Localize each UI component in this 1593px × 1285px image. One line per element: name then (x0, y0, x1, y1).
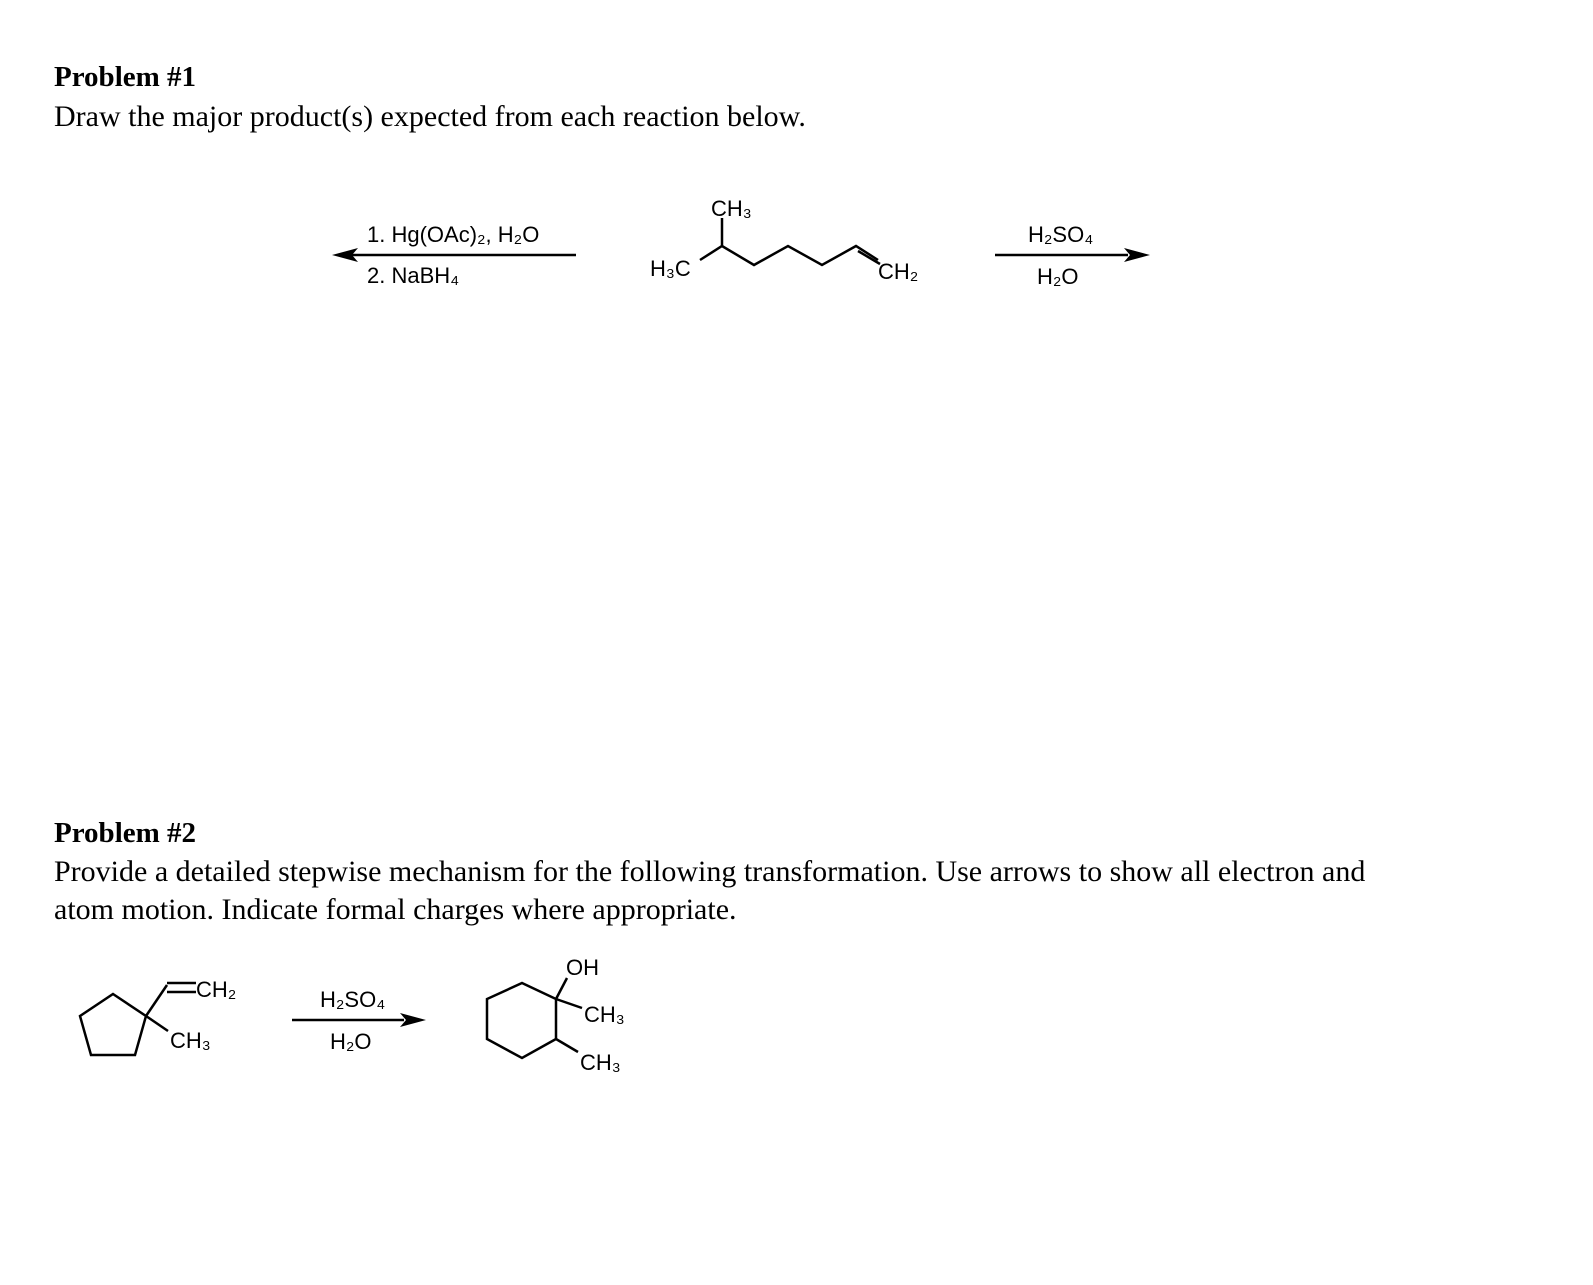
problem1-title: Problem #1 (54, 61, 197, 93)
substrate-left-methyl: H₃C (650, 256, 691, 281)
left-reagent-2: 2. NaBH₄ (367, 263, 460, 288)
product-methyl-2: CH₃ (580, 1050, 621, 1075)
right-reagent-1: H₂SO₄ (1028, 222, 1094, 247)
problem1-instruction: Draw the major product(s) expected from each reaction below. (54, 100, 806, 133)
reactant-vinyl-ch2: CH₂ (196, 977, 237, 1002)
substrate-terminal-ch2: CH₂ (878, 259, 919, 284)
reactant-methyl: CH₃ (170, 1028, 211, 1053)
product-hydroxyl: OH (566, 955, 599, 980)
right-reagent-2: H₂O (1037, 264, 1079, 289)
product-methyl-1: CH₃ (584, 1002, 625, 1027)
problem2-scheme (80, 955, 625, 1075)
problem2-instruction-line2: atom motion. Indicate formal charges where appropriate. (54, 893, 737, 926)
left-reaction-arrow (332, 248, 576, 262)
substrate-top-methyl: CH₃ (711, 196, 752, 221)
problem2-reagent-1: H₂SO₄ (320, 987, 386, 1012)
left-reagent-1: 1. Hg(OAc)₂, H₂O (367, 222, 540, 247)
problem1-scheme (332, 196, 1150, 289)
reactant-cyclopentane (80, 977, 236, 1055)
product-cyclohexanol (487, 955, 625, 1075)
right-reaction-arrow (995, 248, 1150, 262)
problem2-reaction-arrow (292, 1013, 426, 1027)
problem2-instruction-line1: Provide a detailed stepwise mechanism for the following transformation. Use arrows to show all electron and (54, 855, 1366, 888)
problem2-title: Problem #2 (54, 817, 197, 849)
alkene-substrate (650, 196, 918, 284)
problem2-reagent-2: H₂O (330, 1029, 372, 1054)
